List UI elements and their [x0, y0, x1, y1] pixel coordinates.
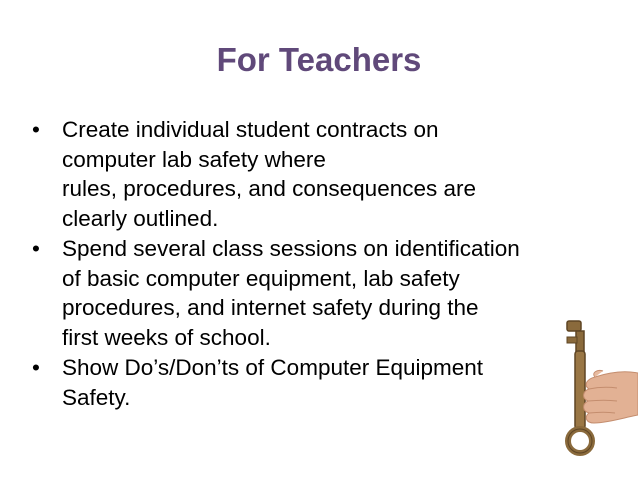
- bullet-item: [30, 234, 590, 352]
- bullet-icon: •: [32, 236, 40, 261]
- bullet-text-line: Create individual student contracts on: [62, 117, 439, 142]
- bullet-text-line: Safety.: [62, 384, 131, 410]
- bullet-icon: •: [32, 355, 40, 380]
- bullet-text-line: first weeks of school.: [62, 324, 271, 350]
- bullet-item: [30, 115, 590, 233]
- bullet-text-line: rules, procedures, and consequences are: [62, 176, 477, 201]
- slide-title: For Teachers: [216, 41, 422, 78]
- bullet-text-line: of basic computer equipment, lab safety: [62, 265, 460, 291]
- hand-holding-key-icon: [545, 315, 638, 465]
- bullet-text-line: Show Do’s/Don’ts of Computer Equipment: [62, 355, 484, 380]
- bullet-text-line: Spend several class sessions on identification: [62, 236, 520, 261]
- bullet-list: [30, 115, 590, 413]
- hand-icon: [584, 370, 638, 423]
- bullet-text-line: computer lab safety where: [62, 146, 326, 172]
- bullet-icon: •: [32, 117, 40, 142]
- bullet-item: [30, 353, 590, 412]
- bullet-text-line: clearly outlined.: [62, 205, 219, 231]
- bullet-text-line: procedures, and internet safety during the: [62, 295, 479, 320]
